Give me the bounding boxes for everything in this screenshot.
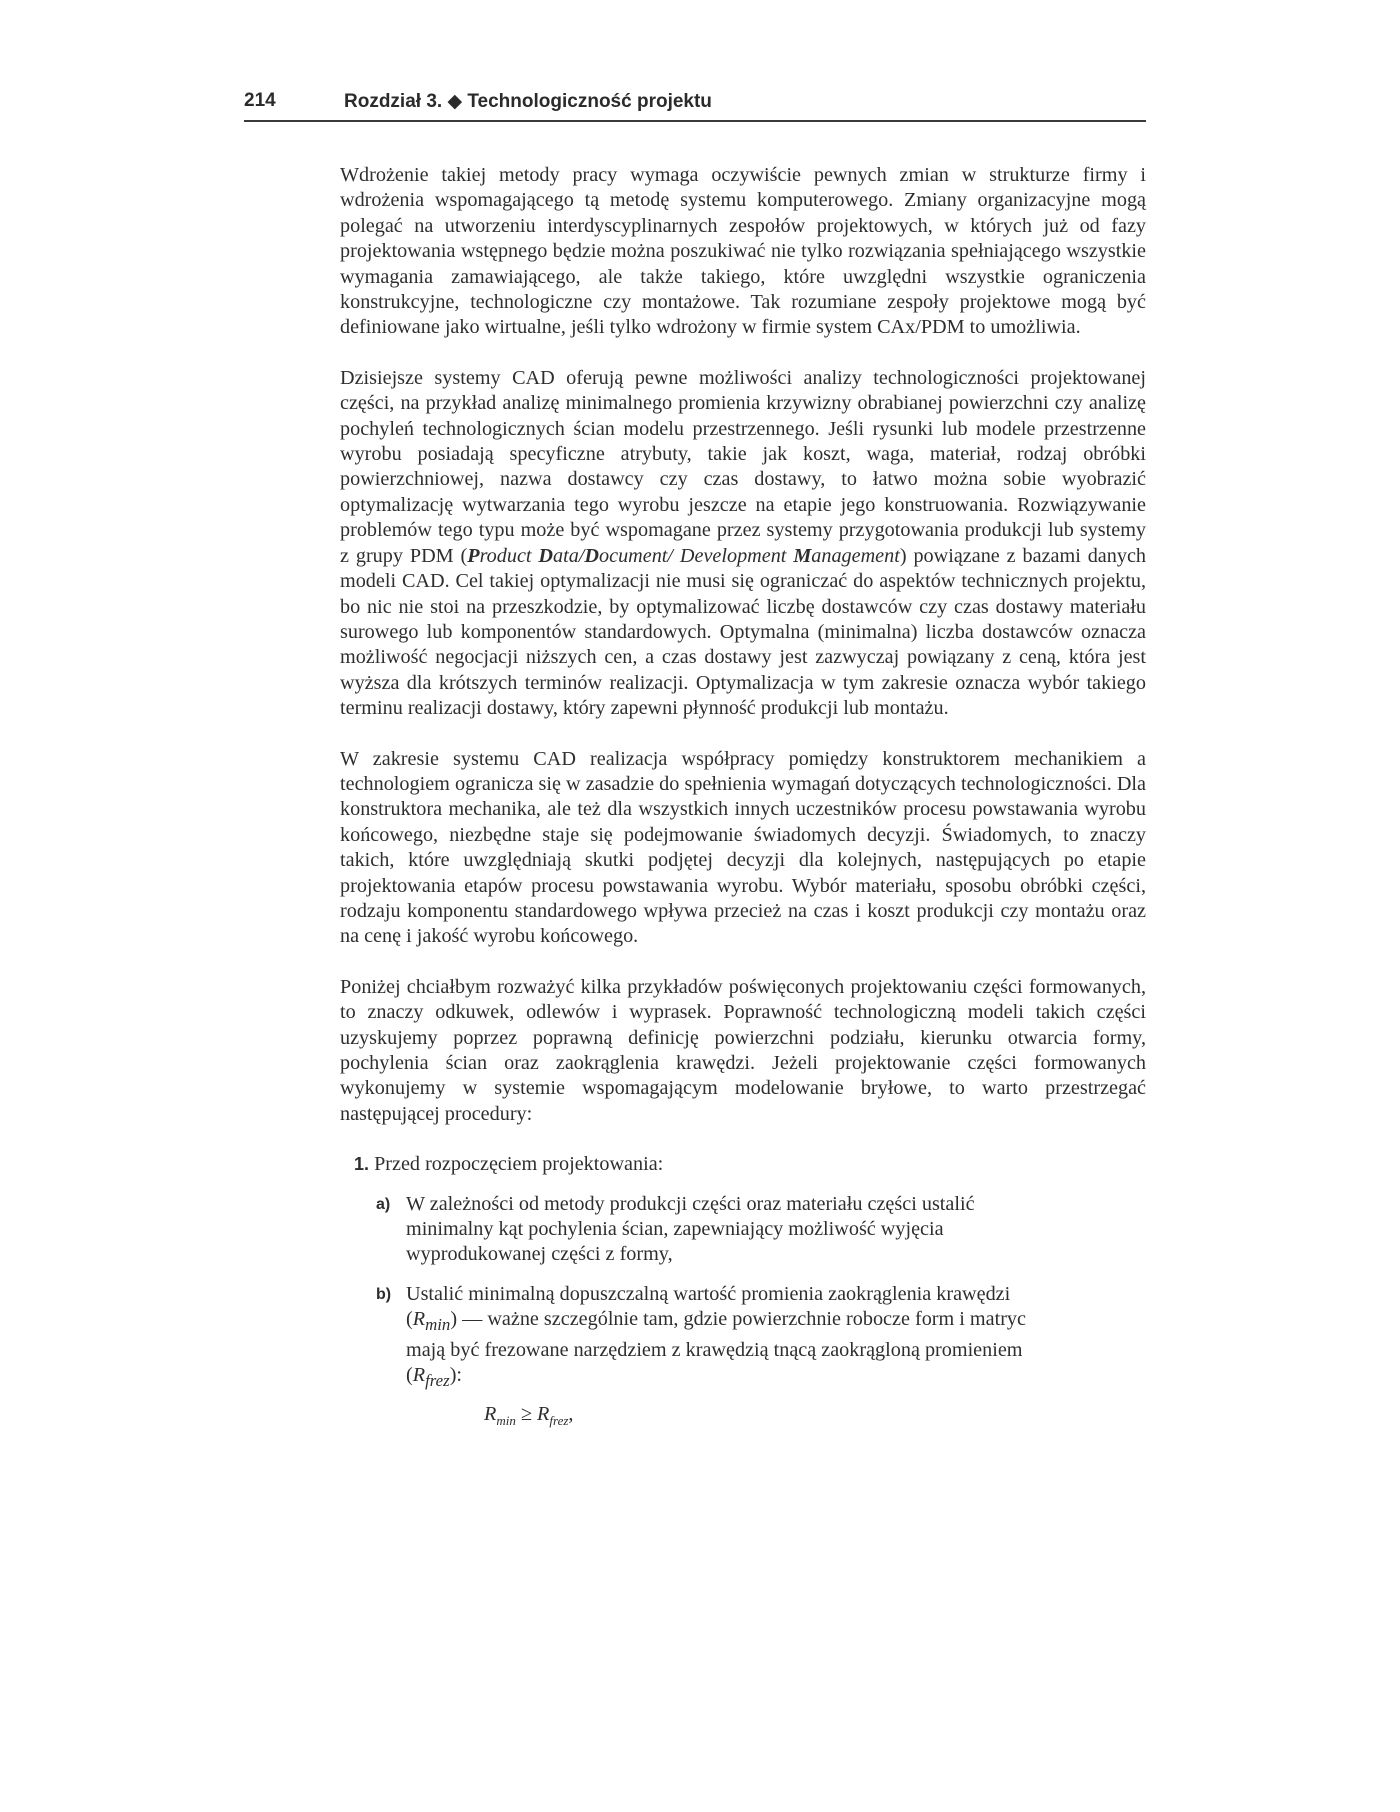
pdm-letter-p: P xyxy=(467,544,480,567)
frez-subscript: frez xyxy=(425,1371,450,1391)
paragraph-2 xyxy=(340,366,1146,722)
body-text xyxy=(340,163,1146,1447)
sub-item-a-text: W zależności od metody produkcji części oraz materiału części ustalić minimalny kąt pochylenia ścian, zapewniający możliwość wyjęcia wyprodukowanej części z formy, xyxy=(406,1192,975,1266)
pdm-letter-d2: D xyxy=(584,544,600,567)
sub-item-b xyxy=(340,1282,1066,1433)
min-subscript: min xyxy=(425,1315,451,1335)
formula-r1: R xyxy=(484,1402,497,1425)
pdm-letter-m: M xyxy=(793,544,812,567)
list-item-1 xyxy=(354,1152,1146,1177)
sub-item-b-text-1: Ustalić minimalną dopuszczalną wartość promienia zaokrąglenia krawędzi ( xyxy=(406,1282,1011,1331)
formula xyxy=(484,1402,1066,1433)
pdm-letter-d1: D xyxy=(538,544,554,567)
sub-item-b-label: b) xyxy=(376,1285,392,1303)
sub-item-b-text-2: ) — ważne szczególnie tam, gdzie powierzchnie robocze form i matryc mają być frezowane narzędziem z krawędzią tnącą zaokrągloną promieniem ( xyxy=(406,1308,1026,1387)
list-item-1-text: Przed rozpoczęciem projektowania: xyxy=(369,1153,664,1176)
formula-ge: ≥ xyxy=(515,1402,538,1425)
paragraph-3: W zakresie systemu CAD realizacja współpracy pomiędzy konstruktorem mechanikiem a technologiem ogranicza się w zasadzie do spełnienia wymagań dotyczących technologiczności. Dla konstruktora mechanika, ale też dla wszystkich innych uczestników procesu powstawania wyrobu końcowego, niezbędne staje się podejmowanie świadomych decyzji. Świadomych, to znaczy takich, które uwzględniają skutki podjętej decyzji dla kolejnych, następujących po etapie projektowania etapów procesu powstawania wyrobu. Wybór materiału, sposobu obróbki części, rodzaju komponentu standardowego wpływa przecież na czas i koszt produkcji czy montażu oraz na cenę i jakość wyrobu końcowego. xyxy=(340,747,1146,948)
running-header xyxy=(244,88,1146,122)
formula-min: min xyxy=(496,1412,516,1428)
sub-item-a-label: a) xyxy=(376,1195,391,1213)
page-number: 214 xyxy=(244,90,276,111)
pdm-term-4: anagement xyxy=(811,544,900,567)
r-symbol: R xyxy=(412,1364,426,1387)
chapter-title: Rozdział 3. ◆ Technologiczność projektu xyxy=(344,91,712,112)
list-item-1-number: 1. xyxy=(354,1154,370,1175)
paragraph-2-part-a: Dzisiejsze systemy CAD oferują pewne możliwości analizy technologiczności projektowanej części, na przykład analizę minimalnego promienia krzywizny obrabianej powierzchni czy analizę pochyleń technologicznych ścian modelu przestrzennego. Jeśli rysunki lub modele przestrzenne wyrobu posiadają specyficzne atrybuty, takie jak koszt, waga, materiał, rodzaj obróbki powierzchniowej, nazwa dostawcy czy czas dostawy, to łatwo można sobie wyobrazić optymalizację wytwarzania tego wyrobu jeszcze na etapie jego konstruowania. Rozwiązywanie problemów tego typu może być wspomagane przez systemy przygotowania produkcji lub systemy z grupy PDM ( xyxy=(340,366,1146,567)
formula-r2: R xyxy=(537,1402,550,1425)
pdm-term-1: roduct xyxy=(479,544,539,567)
paragraph-1: Wdrożenie takiej metody pracy wymaga oczywiście pewnych zmian w strukturze firmy i wdrożenia wspomagającego tą metodę systemu komputerowego. Zmiany organizacyjne mogą polegać na utworzeniu interdyscyplinarnych zespołów projektowych, w których już od fazy projektowania wstępnego będzie można poszukiwać nie tylko rozwiązania spełniającego wszystkie wymagania zamawiającego, ale także takiego, które uwzględni wszystkie ograniczenia konstrukcyjne, technologiczne czy montażowe. Tak rozumiane zespoły projektowe mogą być definiowane jako wirtualne, jeśli tylko wdrożony w firmie system CAx/PDM to umożliwia. xyxy=(340,164,1146,339)
pdm-term-2: ata/ xyxy=(553,544,585,567)
paragraph-2-part-c: ) powiązane z bazami danych modeli CAD. Cel takiej optymalizacji nie musi się ograniczać do aspektów technicznych projektu, bo nic nie stoi na przeszkodzie, by optymalizować liczbę dostawców czy czas dostawy materiału surowego lub komponentów standardowych. Optymalna (minimalna) liczba dostawców oznacza możliwość negocjacji niższych cen, a czas dostawy jest zazwyczaj powiązany z ceną, która jest wyższa dla krótszych terminów realizacji. Optymalizacja w tym zakresie oznacza wybór takiego terminu realizacji dostawy, który zapewni płynność produkcji lub montażu. xyxy=(340,544,1146,720)
formula-comma: , xyxy=(568,1402,574,1425)
sub-item-a xyxy=(340,1192,1066,1268)
pdm-term-3: ocument/ Development xyxy=(599,544,794,567)
r-symbol: R xyxy=(412,1308,426,1331)
paragraph-4: Poniżej chciałbym rozważyć kilka przykładów poświęconych projektowaniu części formowanych, to znaczy odkuwek, odlewów i wyprasek. Poprawność technologiczną modeli takich części uzyskujemy poprzez poprawną definicję powierzchni podziału, kierunku otwarcia formy, pochylenia ścian oraz zaokrąglenia krawędzi. Jeżeli projektowanie części formowanych wykonujemy w systemie wspomagającym modelowanie bryłowe, to warto przestrzegać następującej procedury: xyxy=(340,975,1146,1125)
formula-frez: frez xyxy=(549,1412,569,1428)
sub-item-b-text-3: ): xyxy=(449,1364,463,1387)
